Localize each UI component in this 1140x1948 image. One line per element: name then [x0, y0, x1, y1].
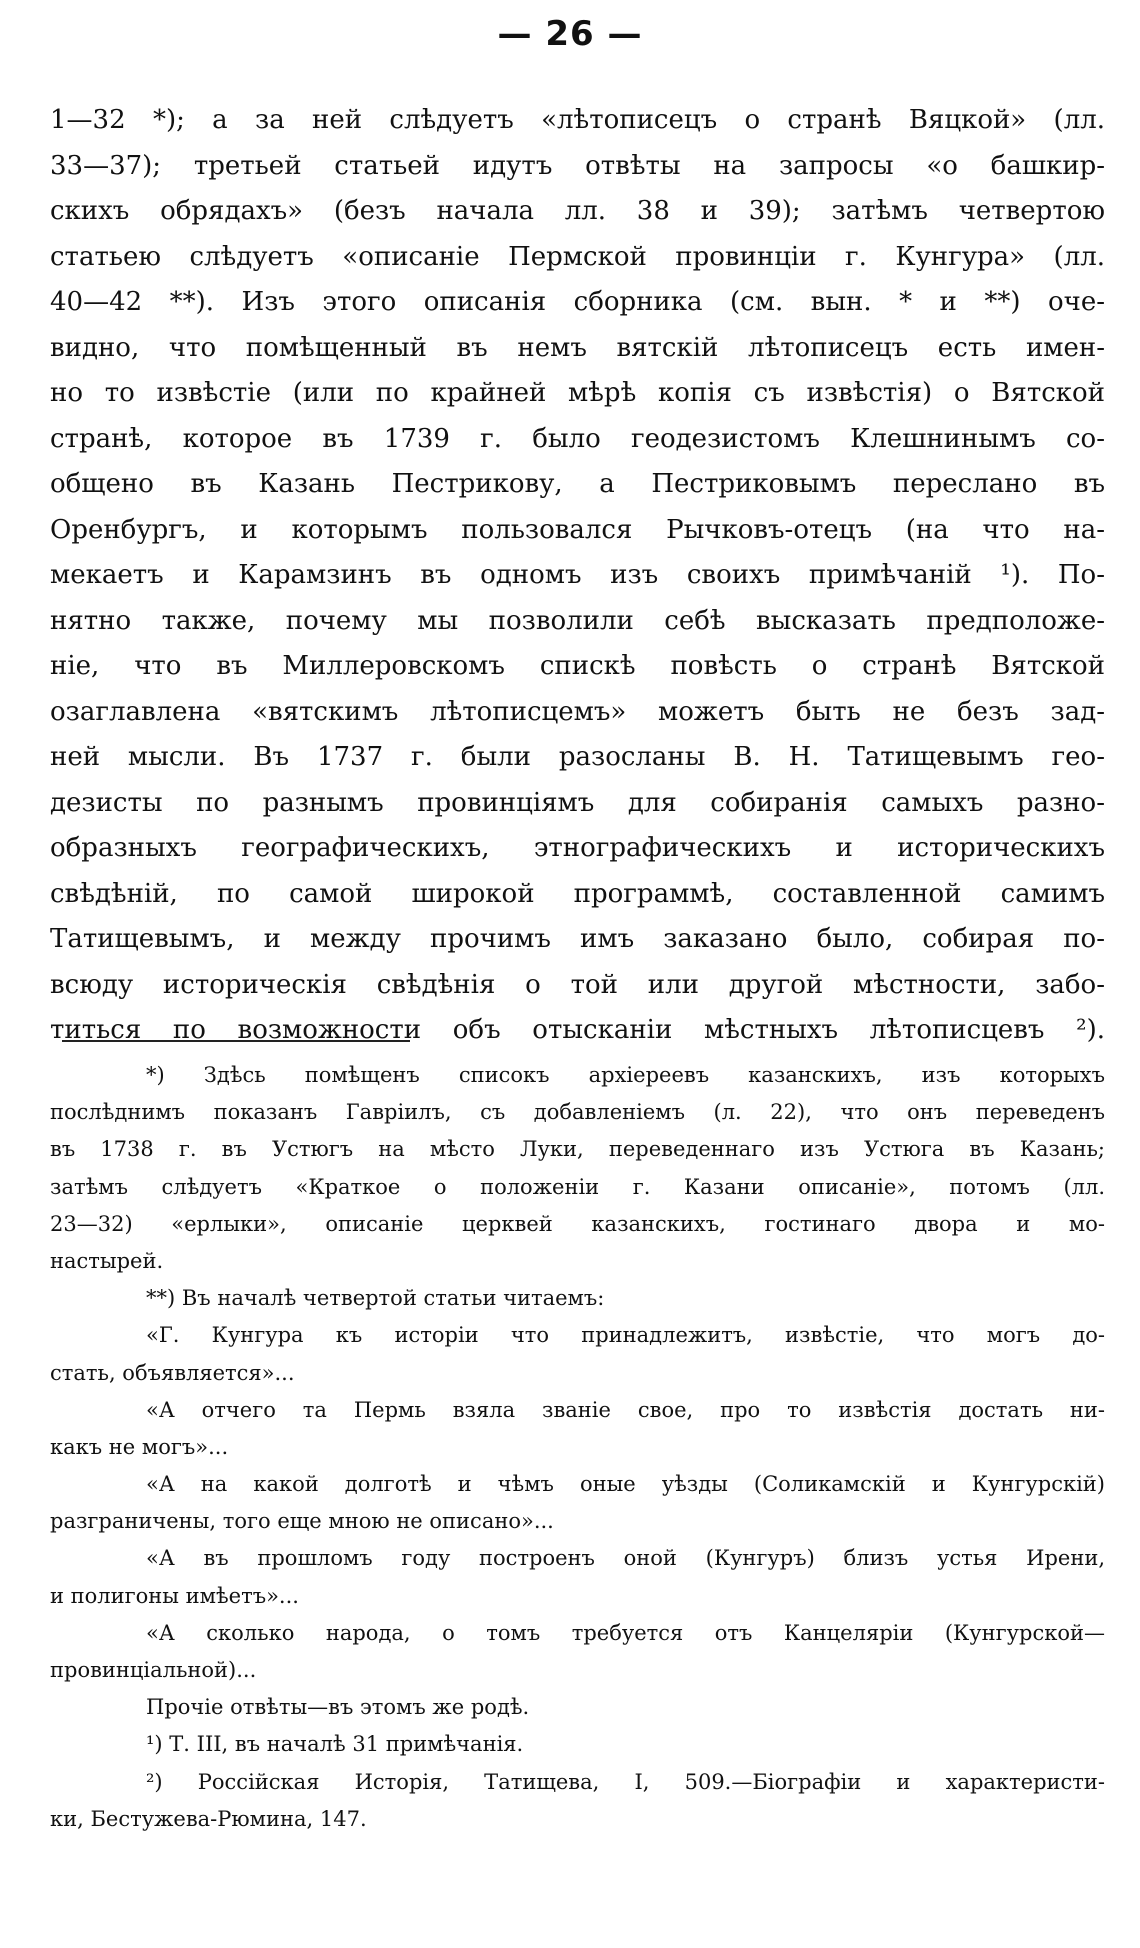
main-text-line: титься по возможности объ отысканіи мѣстныхъ лѣтописцевъ ²).	[50, 1015, 1105, 1045]
footnotes-block	[50, 1057, 1105, 1838]
footnote-line: 23—32) «ерлыки», описаніе церквей казанскихъ, гостинаго двора и мо-	[50, 1211, 1105, 1236]
page-number: — 26 —	[497, 14, 643, 54]
main-text-line: статьею слѣдуетъ «описаніе Пермской провинціи г. Кунгура» (лл.	[50, 241, 1105, 272]
main-text-line: нятно также, почему мы позволили себѣ высказать предположе-	[50, 605, 1105, 636]
footnote-line: ки, Бестужева-Рюмина, 147.	[50, 1806, 367, 1831]
footnote-line: провинціальной)...	[50, 1658, 257, 1682]
main-text-line: 40—42 **). Изъ этого описанія сборника (см. вын. * и **) оче-	[50, 287, 1105, 317]
footnote-line: Прочіе отвѣты—въ этомъ же родѣ.	[146, 1695, 530, 1720]
footnote-line: «Г. Кунгура къ исторіи что принадлежитъ, извѣстіе, что могъ до-	[146, 1323, 1105, 1348]
main-text-line: общено въ Казань Пестрикову, а Пестриковымъ переслано въ	[50, 469, 1105, 499]
footnote-line: *) Здѣсь помѣщенъ списокъ архіереевъ казанскихъ, изъ которыхъ	[146, 1063, 1105, 1087]
footnote-line: «А сколько народа, о томъ требуется отъ Канцеляріи (Кунгурской—	[146, 1620, 1105, 1645]
main-text-line: скихъ обрядахъ» (безъ начала лл. 38 и 39); затѣмъ четвертою	[50, 196, 1105, 226]
main-text-line: дезисты по разнымъ провинціямъ для собиранія самыхъ разно-	[50, 787, 1105, 818]
footnote-line: ¹) Т. III, въ началѣ 31 примѣчанія.	[146, 1732, 524, 1757]
footnote-line: настырей.	[50, 1248, 164, 1273]
main-text-line: свѣдѣній, по самой широкой программѣ, составленной самимъ	[50, 878, 1105, 909]
footnote-line: въ 1738 г. въ Устюгъ на мѣсто Луки, переведеннаго изъ Устюга въ Казань;	[50, 1137, 1105, 1162]
footnote-line: ²) Россійская Исторія, Татищева, I, 509.—Біографіи и характеристи-	[146, 1769, 1105, 1794]
main-text-line: ніе, что въ Миллеровскомъ спискѣ повѣсть о странѣ Вятской	[50, 651, 1105, 681]
main-text-line: мекаетъ и Карамзинъ въ одномъ изъ своихъ примѣчаній ¹). По-	[50, 560, 1105, 590]
main-text-line: 33—37); третьей статьей идутъ отвѣты на запросы «о башкир-	[50, 150, 1105, 181]
main-text-line: видно, что помѣщенный въ немъ вятскій лѣтописецъ есть имен-	[50, 332, 1105, 363]
main-text-line: Татищевымъ, и между прочимъ имъ заказано было, собирая по-	[50, 924, 1105, 954]
footnote-divider	[62, 1040, 410, 1042]
footnote-line: и полигоны имѣетъ»...	[50, 1583, 299, 1608]
main-text-line: всюду историческія свѣдѣнія о той или другой мѣстности, забо-	[50, 969, 1105, 1000]
main-text-line: озаглавлена «вятскимъ лѣтописцемъ» можетъ быть не безъ зад-	[50, 696, 1105, 727]
main-text-block	[50, 98, 1105, 1054]
footnote-line: «А на какой долготѣ и чѣмъ оные уѣзды (Соликамскій и Кунгурскій)	[146, 1472, 1105, 1497]
footnote-line: какъ не могъ»...	[50, 1434, 229, 1459]
footnote-line: стать, объявляется»...	[50, 1360, 295, 1385]
main-text-line: но то извѣстіе (или по крайней мѣрѣ копія съ извѣстія) о Вятской	[50, 378, 1105, 408]
main-text-line: странѣ, которое въ 1739 г. было геодезистомъ Клешнинымъ со-	[50, 423, 1105, 454]
footnote-line: затѣмъ слѣдуетъ «Краткое о положеніи г. Казани описаніе», потомъ (лл.	[50, 1174, 1105, 1199]
footnote-line: разграничены, того еще мною не описано»...	[50, 1509, 554, 1534]
main-text-line: Оренбургъ, и которымъ пользовался Рычковъ-отецъ (на что на-	[50, 514, 1105, 545]
main-text-line: ней мысли. Въ 1737 г. были разосланы В. Н. Татищевымъ гео-	[50, 742, 1105, 772]
footnote-line: послѣднимъ показанъ Гавріилъ, съ добавленіемъ (л. 22), что онъ переведенъ	[50, 1100, 1105, 1125]
main-text-line: образныхъ географическихъ, этнографическихъ и историческихъ	[50, 833, 1105, 863]
footnote-line: «А въ прошломъ году построенъ оной (Кунгуръ) близъ устья Ирени,	[146, 1546, 1105, 1571]
footnote-line: **) Въ началѣ четвертой статьи читаемъ:	[146, 1286, 605, 1311]
main-text-line: 1—32 *); а за ней слѣдуетъ «лѣтописецъ о странѣ Вяцкой» (лл.	[50, 105, 1105, 135]
footnote-line: «А отчего та Пермь взяла званіе свое, про то извѣстія достать ни-	[146, 1397, 1105, 1422]
